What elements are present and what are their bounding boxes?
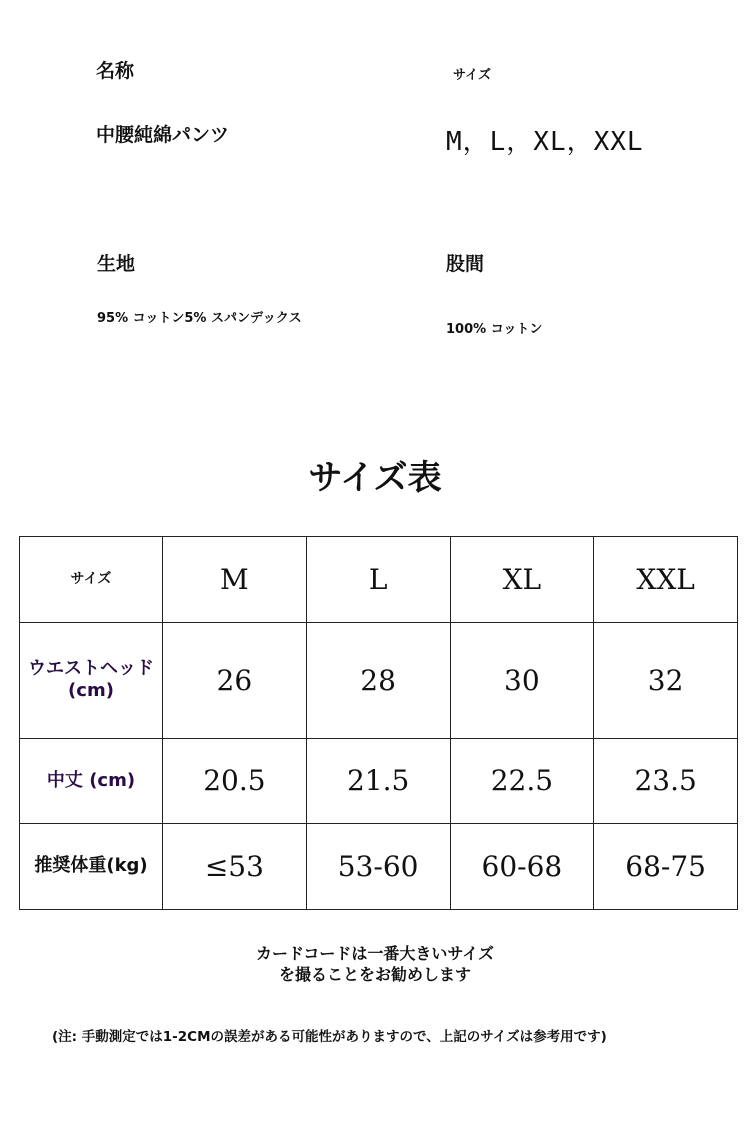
table-cell: 53-60	[306, 824, 450, 910]
table-cell: 60-68	[450, 824, 594, 910]
row-label-weight: 推奨体重(kg)	[20, 824, 163, 910]
size-col-header: XXL	[594, 537, 738, 623]
table-cell: 32	[594, 622, 738, 738]
size-label: サイズ	[453, 68, 491, 83]
row-label-waist: ウエストヘッド (cm)	[20, 622, 163, 738]
fabric-label: 生地	[97, 253, 136, 275]
table-row	[20, 738, 738, 824]
size-table	[19, 536, 738, 910]
size-col-header: XL	[450, 537, 594, 623]
table-cell: 23.5	[594, 738, 738, 824]
recommend-line-2: を撮ることをお勧めします	[278, 964, 471, 984]
measurement-footnote: (注: 手動測定では1-2CMの誤差がある可能性がありますので、上記のサイズは参考用です)	[52, 1029, 607, 1045]
recommend-note	[0, 944, 750, 986]
recommend-line-1: カードコードは一番大きいサイズ	[255, 944, 495, 963]
size-col-header: M	[163, 537, 307, 623]
product-name: 中腰純綿パンツ	[96, 124, 230, 146]
size-options: M，L，XL，XXL	[446, 127, 644, 157]
table-cell: 21.5	[306, 738, 450, 824]
table-cell: 26	[163, 622, 307, 738]
name-label: 名称	[96, 60, 135, 82]
table-cell: 30	[450, 622, 594, 738]
crotch-label: 股間	[446, 253, 485, 275]
table-cell: 20.5	[163, 738, 307, 824]
table-row	[20, 824, 738, 910]
fabric-value: 95% コットン5% スパンデックス	[97, 311, 302, 326]
size-header-label: サイズ	[20, 537, 163, 623]
table-cell: 68-75	[594, 824, 738, 910]
table-cell: ≤53	[163, 824, 307, 910]
table-header-row	[20, 537, 738, 623]
size-chart-title: サイズ表	[308, 458, 442, 498]
row-label-length: 中丈 (cm)	[20, 738, 163, 824]
size-col-header: L	[306, 537, 450, 623]
table-row	[20, 622, 738, 738]
table-cell: 22.5	[450, 738, 594, 824]
table-cell: 28	[306, 622, 450, 738]
crotch-value: 100% コットン	[446, 322, 543, 337]
